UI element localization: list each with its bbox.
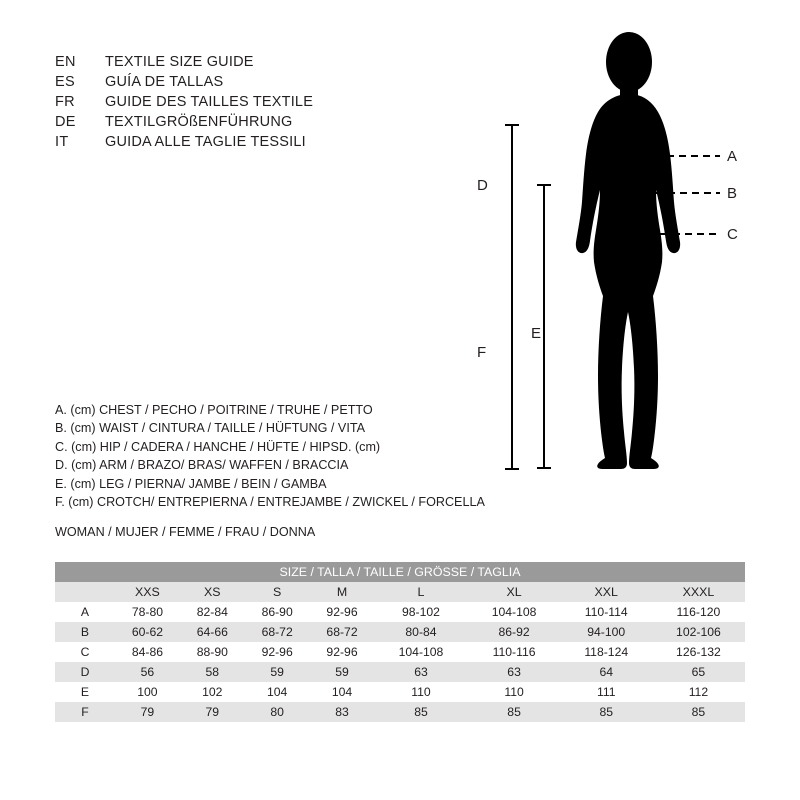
- legend-item-b: B. (cm) WAIST / CINTURA / TAILLE / HÜFTUNG / VITA: [55, 421, 365, 436]
- cell-d-xxxl: 65: [652, 662, 745, 682]
- cell-f-m: 83: [310, 702, 375, 722]
- category-label: WOMAN / MUJER / FEMME / FRAU / DONNA: [55, 525, 316, 540]
- cell-d-xs: 58: [180, 662, 245, 682]
- label-d: D: [477, 177, 488, 194]
- table-row: [55, 602, 745, 622]
- cell-e-l: 110: [374, 682, 467, 702]
- table-row: [55, 642, 745, 662]
- cell-e-xxxl: 112: [652, 682, 745, 702]
- cell-a-m: 92-96: [310, 602, 375, 622]
- col-head-s: S: [245, 582, 310, 602]
- col-head-xxs: XXS: [115, 582, 180, 602]
- label-f: F: [477, 344, 487, 361]
- cell-f-xxxl: 85: [652, 702, 745, 722]
- cell-f-s: 80: [245, 702, 310, 722]
- cell-c-xxs: 84-86: [115, 642, 180, 662]
- table-row: [55, 622, 745, 642]
- cell-b-xxs: 60-62: [115, 622, 180, 642]
- cell-a-xl: 104-108: [468, 602, 561, 622]
- title-row-it: [55, 132, 313, 152]
- legend-item-a: A. (cm) CHEST / PECHO / POITRINE / TRUHE / PETTO: [55, 403, 373, 417]
- row-label-f: F: [55, 702, 115, 722]
- cell-d-s: 59: [245, 662, 310, 682]
- cell-a-xxxl: 116-120: [652, 602, 745, 622]
- title-row-es: [55, 72, 313, 92]
- legend-item-d: D. (cm) ARM / BRAZO/ BRAS/ WAFFEN / BRACCIA: [55, 458, 349, 473]
- cell-a-l: 98-102: [374, 602, 467, 622]
- cell-c-m: 92-96: [310, 642, 375, 662]
- cell-a-xxl: 110-114: [561, 602, 652, 622]
- cell-c-xxl: 118-124: [561, 642, 652, 662]
- cell-c-s: 92-96: [245, 642, 310, 662]
- title-text-fr: GUIDE DES TAILLES TEXTILE: [105, 94, 314, 110]
- title-text-es: GUÍA DE TALLAS: [105, 74, 224, 90]
- title-lang-fr: FR: [55, 94, 75, 110]
- cell-a-xs: 82-84: [180, 602, 245, 622]
- cell-b-xxl: 94-100: [561, 622, 652, 642]
- title-text-de: TEXTILGRÖßENFÜHRUNG: [105, 114, 293, 130]
- cell-c-l: 104-108: [374, 642, 467, 662]
- cell-b-s: 68-72: [245, 622, 310, 642]
- label-b: B: [727, 185, 738, 202]
- size-table: [55, 562, 745, 722]
- cell-d-xl: 63: [468, 662, 561, 682]
- table-row: [55, 682, 745, 702]
- col-head-xl: XL: [468, 582, 561, 602]
- cell-b-m: 68-72: [310, 622, 375, 642]
- cell-e-xxs: 100: [115, 682, 180, 702]
- cell-a-s: 86-90: [245, 602, 310, 622]
- cell-f-l: 85: [374, 702, 467, 722]
- row-label-e: E: [55, 682, 115, 702]
- dimension-d: [505, 125, 519, 469]
- col-head-xxl: XXL: [561, 582, 652, 602]
- cell-c-xxxl: 126-132: [652, 642, 745, 662]
- cell-f-xxl: 85: [561, 702, 652, 722]
- cell-d-l: 63: [374, 662, 467, 682]
- cell-d-xxs: 56: [115, 662, 180, 682]
- label-c: C: [727, 226, 738, 243]
- table-header-row: [55, 562, 745, 582]
- col-head-xxxl: XXXL: [652, 582, 745, 602]
- cell-b-xxxl: 102-106: [652, 622, 745, 642]
- col-head-blank: [55, 582, 115, 602]
- row-label-b: B: [55, 622, 115, 642]
- row-label-c: C: [55, 642, 115, 662]
- title-row-en: [55, 52, 313, 72]
- cell-e-xxl: 111: [561, 682, 652, 702]
- size-table-wrap: [55, 562, 745, 722]
- legend-spacer: [55, 511, 485, 523]
- cell-e-xl: 110: [468, 682, 561, 702]
- cell-d-m: 59: [310, 662, 375, 682]
- table-header-label: SIZE / TALLA / TAILLE / GRÖSSE / TAGLIA: [55, 562, 745, 582]
- label-a: A: [727, 148, 738, 165]
- legend-item-e: E. (cm) LEG / PIERNA/ JAMBE / BEIN / GAMBA: [55, 476, 327, 491]
- title-lang-en: EN: [55, 54, 76, 70]
- title-lang-de: DE: [55, 114, 76, 130]
- title-block: [55, 52, 313, 152]
- title-lang-es: ES: [55, 74, 75, 90]
- title-text-en: TEXTILE SIZE GUIDE: [105, 54, 254, 70]
- legend-item-c: C. (cm) HIP / CADERA / HANCHE / HÜFTE / HIPSD. (cm): [55, 439, 381, 454]
- table-row: [55, 702, 745, 722]
- cell-b-xs: 64-66: [180, 622, 245, 642]
- row-label-a: A: [55, 602, 115, 622]
- label-e: E: [531, 325, 542, 342]
- cell-c-xl: 110-116: [468, 642, 561, 662]
- title-row-fr: [55, 92, 313, 112]
- cell-e-m: 104: [310, 682, 375, 702]
- cell-d-xxl: 64: [561, 662, 652, 682]
- cell-b-xl: 86-92: [468, 622, 561, 642]
- table-column-row: [55, 582, 745, 602]
- legend-item-f: F. (cm) CROTCH/ ENTREPIERNA / ENTREJAMBE / ZWICKEL / FORCELLA: [55, 495, 485, 510]
- col-head-l: L: [374, 582, 467, 602]
- cell-c-xs: 88-90: [180, 642, 245, 662]
- title-lang-it: IT: [55, 134, 69, 150]
- cell-b-l: 80-84: [374, 622, 467, 642]
- legend-block: [55, 401, 485, 542]
- cell-f-xxs: 79: [115, 702, 180, 722]
- cell-e-s: 104: [245, 682, 310, 702]
- col-head-xs: XS: [180, 582, 245, 602]
- cell-e-xs: 102: [180, 682, 245, 702]
- table-row: [55, 662, 745, 682]
- title-row-de: [55, 112, 313, 132]
- col-head-m: M: [310, 582, 375, 602]
- row-label-d: D: [55, 662, 115, 682]
- cell-a-xxs: 78-80: [115, 602, 180, 622]
- cell-f-xs: 79: [180, 702, 245, 722]
- body-figure: [455, 20, 785, 490]
- cell-f-xl: 85: [468, 702, 561, 722]
- title-text-it: GUIDA ALLE TAGLIE TESSILI: [105, 134, 306, 150]
- female-body-silhouette: [576, 32, 680, 469]
